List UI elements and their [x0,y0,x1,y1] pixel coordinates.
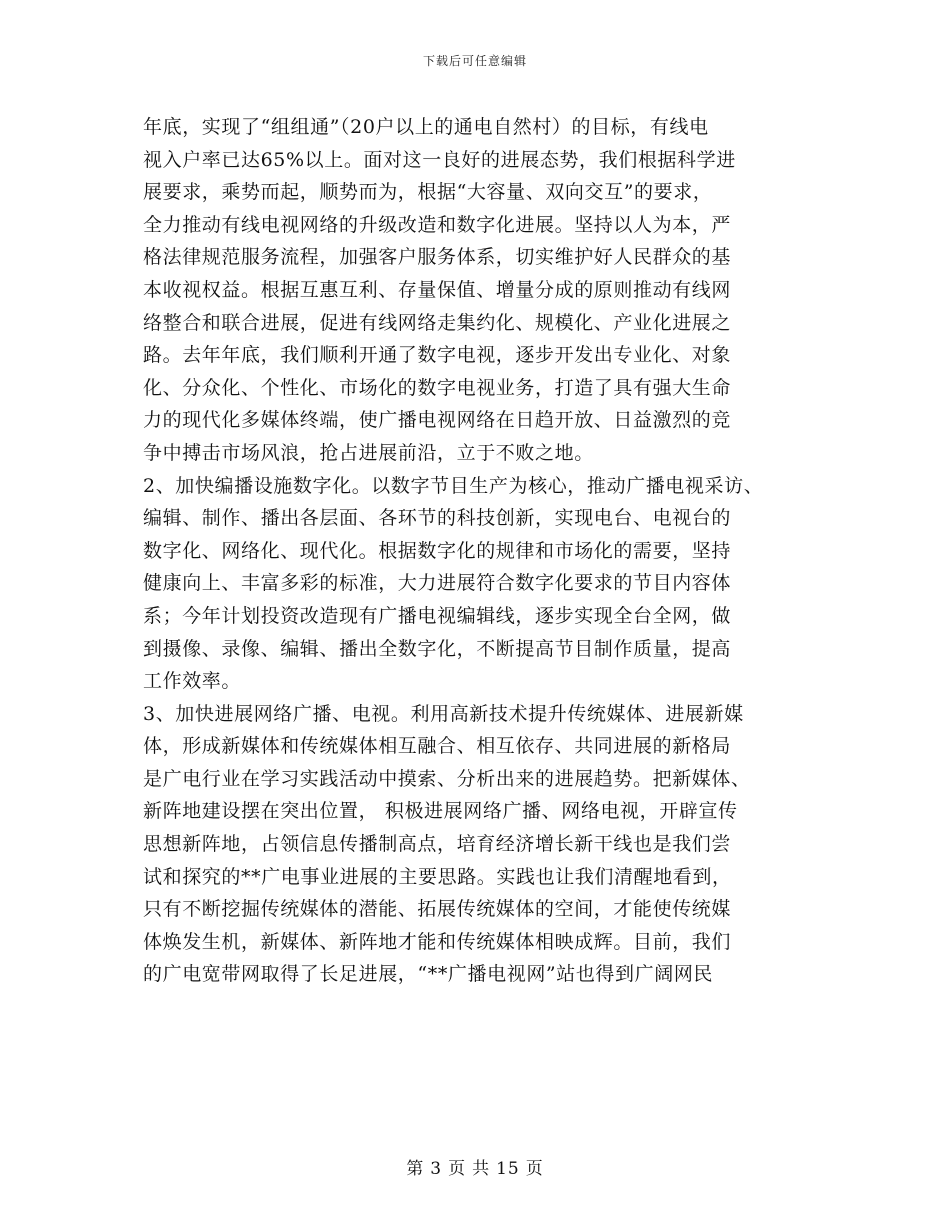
text-line: 只有不断挖掘传统媒体的潜能、拓展传统媒体的空间，才能使传统媒 [143,898,732,921]
total-pages-number: 15 [496,1159,520,1179]
text-line: 化、分众化、个性化、市场化的数字电视业务，打造了具有强大生命 [143,376,732,399]
page-suffix: 页 [525,1159,544,1179]
text-line: 到摄像、录像、编辑、播出全数字化，不断提高节目制作质量，提高 [143,637,732,660]
text-line: 全力推动有线电视网络的升级改造和数字化进展。坚持以人为本，严 [143,213,732,236]
text-line: 思想新阵地，占领信息传播制高点，培育经济增长新干线也是我们尝 [143,833,732,856]
page-footer [0,1154,950,1179]
text-line: 体，形成新媒体和传统媒体相互融合、相互依存、共同进展的新格局 [143,735,732,758]
total-word: 共 [472,1159,491,1179]
page-header: 下载后可任意编辑 [422,54,527,68]
text-line: 本收视权益。根据互惠互利、存量保值、增量分成的原则推动有线网 [143,278,732,301]
text-line: 路。去年年底，我们顺利开通了数字电视，逐步开发出专业化、对象 [143,344,732,367]
text-line: 工作效率。 [143,670,242,693]
section-heading-line: 3、加快进展网络广播、电视。利用高新技术提升传统媒体、进展新媒 [143,702,744,725]
text-line: 健康向上、丰富多彩的标准，大力进展符合数字化要求的节目内容体 [143,572,732,595]
text-line: 视入户率已达65%以上。面对这一良好的进展态势，我们根据科学进 [143,148,736,171]
text-line: 新阵地建设摆在突出位置， 积极进展网络广播、网络电视，开辟宣传 [143,800,738,823]
text-line: 编辑、制作、播出各层面、各环节的科技创新，实现电台、电视台的 [143,507,732,530]
page-word: 页 [448,1159,467,1179]
section-heading-line: 2、加快编播设施数字化。以数字节目生产为核心，推动广播电视采访、 [143,474,764,497]
text-line: 年底，实现了“组组通”（20户以上的通电自然村）的目标，有线电 [143,116,709,138]
text-line: 络整合和联合进展，促进有线网络走集约化、规模化、产业化进展之 [143,311,732,334]
text-line: 是广电行业在学习实践活动中摸索、分析出来的进展趋势。把新媒体、 [143,767,751,790]
text-line: 争中搏击市场风浪，抢占进展前沿，立于不败之地。 [143,441,594,464]
text-line: 的广电宽带网取得了长足进展，“**广播电视网”站也得到广阔网民 [143,963,714,986]
text-line: 展要求，乘势而起，顺势而为，根据“大容量、双向交互”的要求， [143,181,713,204]
text-line: 格法律规范服务流程，加强客户服务体系，切实维护好人民群众的基 [143,246,732,269]
page-prefix: 第 [406,1159,425,1179]
text-line: 数字化、网络化、现代化。根据数字化的规律和市场化的需要，坚持 [143,539,732,562]
text-line: 力的现代化多媒体终端，使广播电视网络在日趋开放、日益激烈的竞 [143,409,732,432]
document-body [143,111,833,991]
text-line: 体焕发生机，新媒体、新阵地才能和传统媒体相映成辉。目前，我们 [143,930,732,953]
text-line: 系；今年计划投资改造现有广播电视编辑线，逐步实现全台全网，做 [143,604,732,627]
current-page-number: 3 [430,1159,443,1179]
text-line: 试和探究的**广电事业进展的主要思路。实践也让我们清醒地看到， [143,865,732,888]
